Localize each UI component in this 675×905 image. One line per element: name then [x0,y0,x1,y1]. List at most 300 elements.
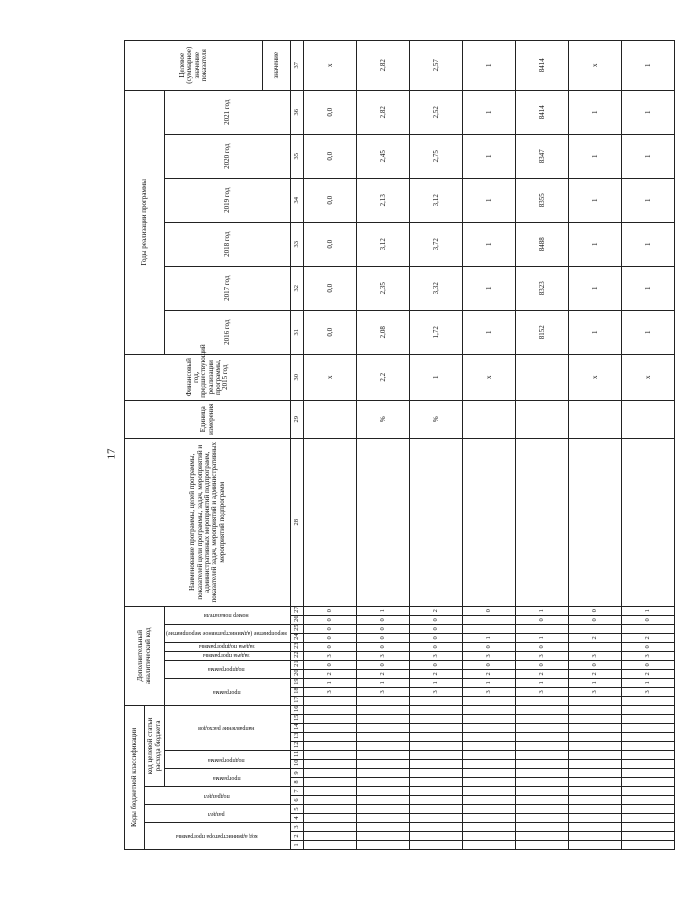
code-digit [357,796,410,805]
code-digit [410,733,463,742]
code-digit [304,787,357,796]
code-digit [463,705,516,714]
code-digit: 1 [357,606,410,615]
row-year-value: 1 [622,266,675,310]
code-digit [569,787,622,796]
code-digit [569,760,622,769]
column-number: 35 [291,134,304,178]
rotated-table [124,46,652,850]
code-digit [463,787,516,796]
code-digit [516,769,569,778]
column-number: 7 [291,787,304,796]
column-number: 13 [291,733,304,742]
table-body [304,40,675,849]
row-target-value: 1 [622,40,675,90]
table-row [569,40,622,849]
code-digit [622,760,675,769]
code-digit [357,805,410,814]
code-digit: 2 [304,669,357,678]
row-year-value: 1 [622,134,675,178]
code-digit [304,733,357,742]
column-number: 11 [291,751,304,760]
row-year-value: 3,12 [357,222,410,266]
column-number: 5 [291,805,304,814]
code-digit: 0 [622,615,675,624]
podrazdel-header: подраздел [203,792,230,799]
code-digit [569,751,622,760]
code-digit [357,787,410,796]
row-year-value: 8323 [516,266,569,310]
column-number: 25 [291,624,304,633]
column-number-row [291,40,304,849]
code-digit [357,696,410,705]
code-digit [622,751,675,760]
row-target-value: x [304,40,357,90]
code-digit [304,832,357,841]
code-digit: 2 [569,669,622,678]
code-digit [304,724,357,733]
admin-code-header: код администратора программы [175,833,258,840]
column-number: 32 [291,266,304,310]
code-digit [569,705,622,714]
code-digit [463,796,516,805]
row-year-value: 8347 [516,134,569,178]
code-digit: 0 [357,660,410,669]
row-year-value: 1 [463,310,516,354]
row-year-value: 1 [569,222,622,266]
row-year-value: 1 [463,222,516,266]
row-name [569,438,622,606]
row-year-value: 0,0 [304,222,357,266]
target-value-header: Целевое (суммарное) значение показателя [125,40,263,90]
code-digit [463,832,516,841]
code-digit: 3 [357,651,410,660]
code-digit: 0 [304,615,357,624]
code-digit [622,832,675,841]
row-target-value: 8414 [516,40,569,90]
column-number: 26 [291,615,304,624]
code-digit [622,715,675,724]
code-digit [304,805,357,814]
row-target-value: 2,82 [357,40,410,90]
row-year-value: 1 [622,222,675,266]
code-digit [463,724,516,733]
code-digit: 1 [304,678,357,687]
an-number-header: номер показателя [204,612,249,619]
code-digit [622,705,675,714]
row-name [622,438,675,606]
code-digit [569,814,622,823]
code-digit: 0 [304,633,357,642]
code-digit [410,787,463,796]
column-number: 8 [291,778,304,787]
base-year-column-header: Финансовый год, предшествующий реализации программы, 2015 год [125,354,291,400]
code-digit: 1 [622,678,675,687]
code-digit [516,832,569,841]
row-year-value: 2,75 [410,134,463,178]
code-digit [569,841,622,850]
code-digit: 2 [516,669,569,678]
row-target-value: 2,57 [410,40,463,90]
code-digit: 0 [410,624,463,633]
column-number: 16 [291,705,304,714]
code-digit [622,769,675,778]
code-digit: 3 [304,687,357,696]
code-digit [516,787,569,796]
code-digit [304,715,357,724]
column-number: 12 [291,742,304,751]
direction-header: направление расходов [198,725,255,732]
code-digit: 3 [410,651,463,660]
column-number: 34 [291,178,304,222]
row-year-value: 8355 [516,178,569,222]
code-digit: 0 [410,615,463,624]
page-number: 17 [105,448,118,460]
row-year-value: 0,0 [304,178,357,222]
row-year-value: 1 [463,266,516,310]
program-indicators-table [124,40,675,850]
code-digit [357,705,410,714]
row-year-value: 1 [569,90,622,134]
code-digit [410,832,463,841]
code-digit [516,823,569,832]
code-digit: 1 [516,633,569,642]
row-unit [304,400,357,438]
code-digit [569,769,622,778]
an-task-program-header: задача программы [203,651,250,658]
budget-classification-header: Коды бюджетной классификации [125,705,145,849]
row-year-value: 2,13 [357,178,410,222]
column-number: 30 [291,354,304,400]
code-digit [357,733,410,742]
table-row [410,40,463,849]
code-digit [516,814,569,823]
code-digit: 0 [463,660,516,669]
column-number: 9 [291,769,304,778]
year-2020-header: 2020 год [165,134,291,178]
code-digit [357,715,410,724]
an-event-header: мероприятие (административное мероприятие) [166,630,287,637]
row-year-value: 8414 [516,90,569,134]
code-digit [516,624,569,633]
code-digit [410,814,463,823]
code-digit [622,796,675,805]
code-digit [304,814,357,823]
code-digit: 0 [357,633,410,642]
year-2016-header: 2016 год [165,310,291,354]
code-digit: 3 [622,687,675,696]
column-number: 28 [291,438,304,606]
column-number: 6 [291,796,304,805]
code-digit [569,624,622,633]
code-digit: 2 [410,606,463,615]
code-digit [304,742,357,751]
code-digit: 0 [516,660,569,669]
code-digit: 2 [569,633,622,642]
row-name [357,438,410,606]
code-digit [357,769,410,778]
code-digit [516,841,569,850]
code-digit [569,778,622,787]
code-digit [622,787,675,796]
row-base-value [516,354,569,400]
row-base-value: x [304,354,357,400]
row-target-value: x [569,40,622,90]
row-year-value: 1 [463,134,516,178]
code-digit [569,715,622,724]
row-unit [622,400,675,438]
code-digit [516,778,569,787]
code-digit [304,841,357,850]
row-target-value: 1 [463,40,516,90]
code-digit [569,796,622,805]
code-digit: 0 [357,624,410,633]
code-digit: 0 [304,660,357,669]
row-unit [516,400,569,438]
code-digit [569,832,622,841]
row-year-value: 1,72 [410,310,463,354]
row-base-value: 2,2 [357,354,410,400]
table-row [516,40,569,849]
code-digit [463,805,516,814]
code-digit: 0 [304,624,357,633]
column-number: 4 [291,814,304,823]
row-base-value: x [569,354,622,400]
code-digit [463,615,516,624]
code-digit: 2 [622,633,675,642]
row-year-value: 3,72 [410,222,463,266]
column-number: 36 [291,90,304,134]
table-container [124,46,652,850]
code-digit [463,733,516,742]
year-2018-header: 2018 год [165,222,291,266]
code-digit [516,760,569,769]
code-digit [622,742,675,751]
row-year-value: 1 [569,178,622,222]
code-digit: 0 [463,606,516,615]
code-digit [463,624,516,633]
row-unit [569,400,622,438]
row-name [304,438,357,606]
code-digit [463,841,516,850]
code-digit [569,742,622,751]
code-digit [622,696,675,705]
code-digit [410,696,463,705]
an-subprogram-header: подпрограмма [208,666,245,673]
code-digit [410,805,463,814]
row-base-value: x [463,354,516,400]
row-year-value: 1 [463,90,516,134]
code-digit: 1 [410,678,463,687]
table-row [357,40,410,849]
code-digit [463,715,516,724]
an-task-subprogram-header: задача подпрограммы [198,642,255,649]
code-digit: 3 [357,687,410,696]
code-digit: 3 [516,651,569,660]
column-number: 22 [291,651,304,660]
code-digit [410,823,463,832]
code-digit [410,742,463,751]
code-digit: 0 [304,642,357,651]
code-digit [304,760,357,769]
column-number: 23 [291,642,304,651]
code-digit [463,751,516,760]
row-year-value: 1 [622,90,675,134]
additional-code-header: Дополнительный аналитический код [125,606,165,705]
code-digit [463,760,516,769]
code-digit [622,724,675,733]
code-digit [463,769,516,778]
row-year-value: 0,0 [304,266,357,310]
code-digit [463,778,516,787]
column-number: 20 [291,669,304,678]
code-digit [569,823,622,832]
year-2021-header: 2021 год [165,90,291,134]
column-number: 15 [291,715,304,724]
code-digit [410,760,463,769]
code-digit: 2 [410,669,463,678]
row-unit: % [357,400,410,438]
year-2019-header: 2019 год [165,178,291,222]
code-digit [410,796,463,805]
table-row [463,40,516,849]
code-digit [410,841,463,850]
code-digit: 1 [357,678,410,687]
code-digit: 3 [569,687,622,696]
an-program-header: программа [212,688,241,695]
code-digit [516,705,569,714]
column-number: 2 [291,832,304,841]
code-digit [357,814,410,823]
column-number: 17 [291,696,304,705]
code-digit: 3 [304,651,357,660]
code-digit [410,705,463,714]
row-year-value: 1 [622,310,675,354]
column-number: 3 [291,823,304,832]
code-digit [516,733,569,742]
code-digit [622,733,675,742]
column-number: 18 [291,687,304,696]
code-digit: 0 [463,642,516,651]
code-digit [304,823,357,832]
code-digit: 1 [622,606,675,615]
row-year-value: 2,82 [357,90,410,134]
code-digit: 0 [569,660,622,669]
row-base-value: x [622,354,675,400]
code-digit [463,696,516,705]
code-digit [516,751,569,760]
code-digit: 0 [410,660,463,669]
column-number: 24 [291,633,304,642]
row-year-value: 1 [569,134,622,178]
code-digit: 3 [516,687,569,696]
year-2017-header: 2017 год [165,266,291,310]
code-digit [410,778,463,787]
code-digit: 2 [357,669,410,678]
column-number: 37 [291,40,304,90]
code-digit [463,823,516,832]
column-number: 19 [291,678,304,687]
code-digit [622,841,675,850]
code-digit: 1 [463,678,516,687]
row-year-value: 8488 [516,222,569,266]
code-digit [569,724,622,733]
row-unit [463,400,516,438]
code-digit: 3 [463,651,516,660]
code-digit: 0 [357,615,410,624]
row-year-value: 2,45 [357,134,410,178]
code-digit: 0 [516,642,569,651]
row-unit: % [410,400,463,438]
code-digit [304,705,357,714]
row-year-value: 0,0 [304,310,357,354]
name-column-header: Наименование программы, целей программы, показателей цели программы, задач, мероприятий и административных мероприятий подпрограмм, показателей задач, мероприятий и административных мероприятий подпрограмм [125,438,291,606]
code-digit [357,751,410,760]
code-digit [410,715,463,724]
code-digit: 2 [622,669,675,678]
code-digit [516,796,569,805]
row-year-value: 3,32 [410,266,463,310]
row-year-value: 0,0 [304,90,357,134]
row-year-value: 1 [569,266,622,310]
code-digit [463,742,516,751]
row-year-value: 1 [463,178,516,222]
column-number: 14 [291,724,304,733]
code-digit: 3 [569,651,622,660]
code-digit: 0 [622,660,675,669]
code-digit: 0 [622,642,675,651]
code-digit [357,823,410,832]
code-digit [357,841,410,850]
code-digit [569,696,622,705]
table-row [304,40,357,849]
code-digit [622,814,675,823]
code-digit [410,769,463,778]
row-name [463,438,516,606]
code-digit [622,805,675,814]
code-digit [304,778,357,787]
row-year-value: 3,12 [410,178,463,222]
column-number: 1 [291,841,304,850]
code-digit [357,724,410,733]
code-digit: 1 [569,678,622,687]
subprogram-header: подпрограмма [208,756,245,763]
code-digit: 3 [463,687,516,696]
code-digit: 0 [410,642,463,651]
code-digit: 1 [463,633,516,642]
unit-column-header: Единица измерения [125,400,291,438]
row-year-value: 2,35 [357,266,410,310]
code-digit [516,696,569,705]
value-header: значение [263,40,291,90]
row-year-value: 0,0 [304,134,357,178]
code-digit [463,814,516,823]
column-number: 29 [291,400,304,438]
code-digit: 1 [516,606,569,615]
table-row [622,40,675,849]
code-digit [622,823,675,832]
code-digit [569,642,622,651]
code-digit [304,769,357,778]
code-digit: 0 [516,615,569,624]
code-digit: 0 [304,606,357,615]
code-digit [569,805,622,814]
code-digit [516,742,569,751]
code-digit: 0 [410,633,463,642]
code-digit: 1 [516,678,569,687]
code-digit: 0 [569,615,622,624]
row-base-value: 1 [410,354,463,400]
